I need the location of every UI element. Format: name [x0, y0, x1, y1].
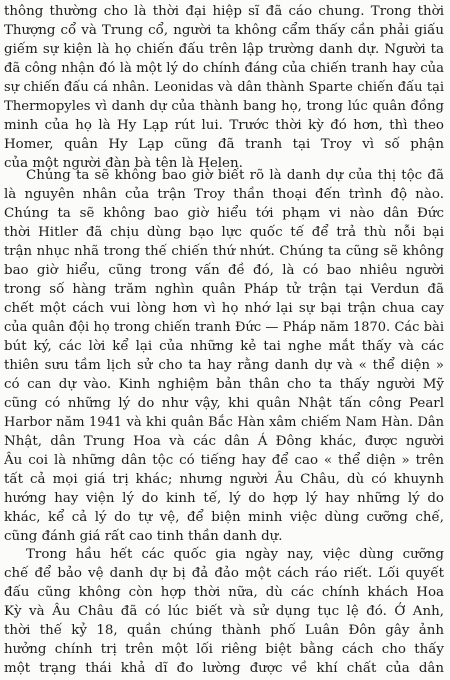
- text-line: hưởng chính trị trên một lối riêng biệt bằng cách cho thấy: [4, 642, 444, 657]
- text-line: của quân đội họ trong chiến tranh Đức — Pháp năm 1870. Các bài: [4, 320, 444, 335]
- text-line: Chúng ta sẽ không bao giờ biết rõ là danh dự của thị tộc đã: [26, 168, 444, 183]
- text-line: Trong hầu hết các quốc gia ngày nay, việc dùng cưỡng: [26, 547, 444, 562]
- text-line: sự chiến đấu cá nhân. Leonidas và dân thành Sparte chiến đấu tại: [4, 80, 444, 95]
- text-line: Chúng ta sẽ không bao giờ hiểu tới phạm vi nào dân Đức: [4, 206, 444, 221]
- text-line: chết một cách vui lòng hơn vì họ nhớ lại sự bại trận chua cay: [4, 301, 444, 316]
- text-line: của một người đàn bà tên là Helen.: [4, 156, 243, 171]
- text-line: hướng hay viện lý do kinh tế, lý do hợp lý hay những lý do: [4, 491, 444, 506]
- text-line: thiên sưu tầm lịch sử cho ta hay rằng danh dự và « thể diện »: [4, 358, 444, 373]
- text-line: một trạng thái khả dĩ đo lường được về khí chất của dân: [4, 661, 444, 676]
- text-line: Kỳ và Âu Châu đã có lúc biết và sử dụng tục lệ đó. Ở Anh,: [4, 604, 444, 619]
- text-line: có can dự vào. Kinh nghiệm bản thân cho ta thấy người Mỹ: [4, 377, 444, 392]
- text-line: trận nhục nhã trong thế chiến thứ nhứt. Chúng ta cũng sẽ không: [4, 244, 444, 259]
- text-line: là nguyên nhân của trận Troy thần thoại đến trình độ nào.: [4, 187, 444, 202]
- text-line: bao giờ hiểu, cũng trong vấn đề đó, là có bao nhiêu người: [4, 263, 444, 278]
- text-line: Harbor năm 1941 và khi quân Bắc Hàn xâm chiếm Nam Hàn. Dân: [4, 415, 444, 430]
- text-line: Thượng cổ và Trung cổ, người ta không cẩm thấy cần phải giấu: [4, 23, 444, 38]
- text-line: Homer, quân Hy Lạp cũng đã tranh tại Troy vì số phận: [4, 137, 444, 152]
- text-line: giếm sự kiện là họ chiến đấu trên lập trường danh dự. Người ta: [4, 42, 444, 57]
- text-line: cũng có những lý do như vậy, khi quân Nhật tấn công Pearl: [4, 396, 444, 411]
- text-line: chế để bảo vệ danh dự bị đả đảo một cách ráo riết. Lối quyết: [4, 566, 444, 581]
- text-line: Thermopyles vì danh dự của thành bang họ, trong lúc quân đồng: [4, 99, 444, 114]
- text-line: Âu coi là những dân tộc có tiếng hay để cao « thể diện » trên: [4, 453, 444, 468]
- text-line: Nhật, dân Trung Hoa và các dân Á Đông khác, được người: [4, 434, 444, 449]
- text-line: minh của họ là Hy Lạp rút lui. Trước thời kỳ đó hơn, thì theo: [4, 118, 444, 133]
- text-line: thời thế kỷ 18, quần chúng thành phố Luân Đôn gây ảnh: [4, 623, 444, 638]
- text-line: đã công nhận đó là một lý do chính đáng của chiến tranh hay của: [4, 61, 444, 76]
- text-line: thời Hitler đã chịu dùng bạo lực quốc tế để trả thù nỗi bại: [4, 225, 444, 240]
- paragraph-3: [4, 545, 444, 678]
- text-line: tất cả mọi giá trị khác; nhưng người Âu Châu, dù có khuynh: [4, 472, 444, 487]
- text-line: trong số hàng trăm nghìn quân Pháp tử trận tại Verdun đã: [4, 282, 444, 297]
- text-line: thông thường cho là thời đại hiệp sĩ đã cáo chung. Trong thời: [4, 4, 444, 19]
- text-line: đấu cũng không còn hợp thời nữa, dù các chính khách Hoa: [4, 585, 444, 600]
- paragraph-2: [4, 166, 444, 546]
- paragraph-1: [4, 2, 444, 173]
- text-line: bút ký, các lời kể lại của những kẻ tai nghe mắt thấy và các: [4, 339, 444, 354]
- text-line: cũng đánh giá rất cao tinh thần danh dự.: [4, 529, 283, 544]
- text-line: khác, kể cả lý do tự vệ, để biện minh việc dùng cưỡng chế,: [4, 510, 444, 525]
